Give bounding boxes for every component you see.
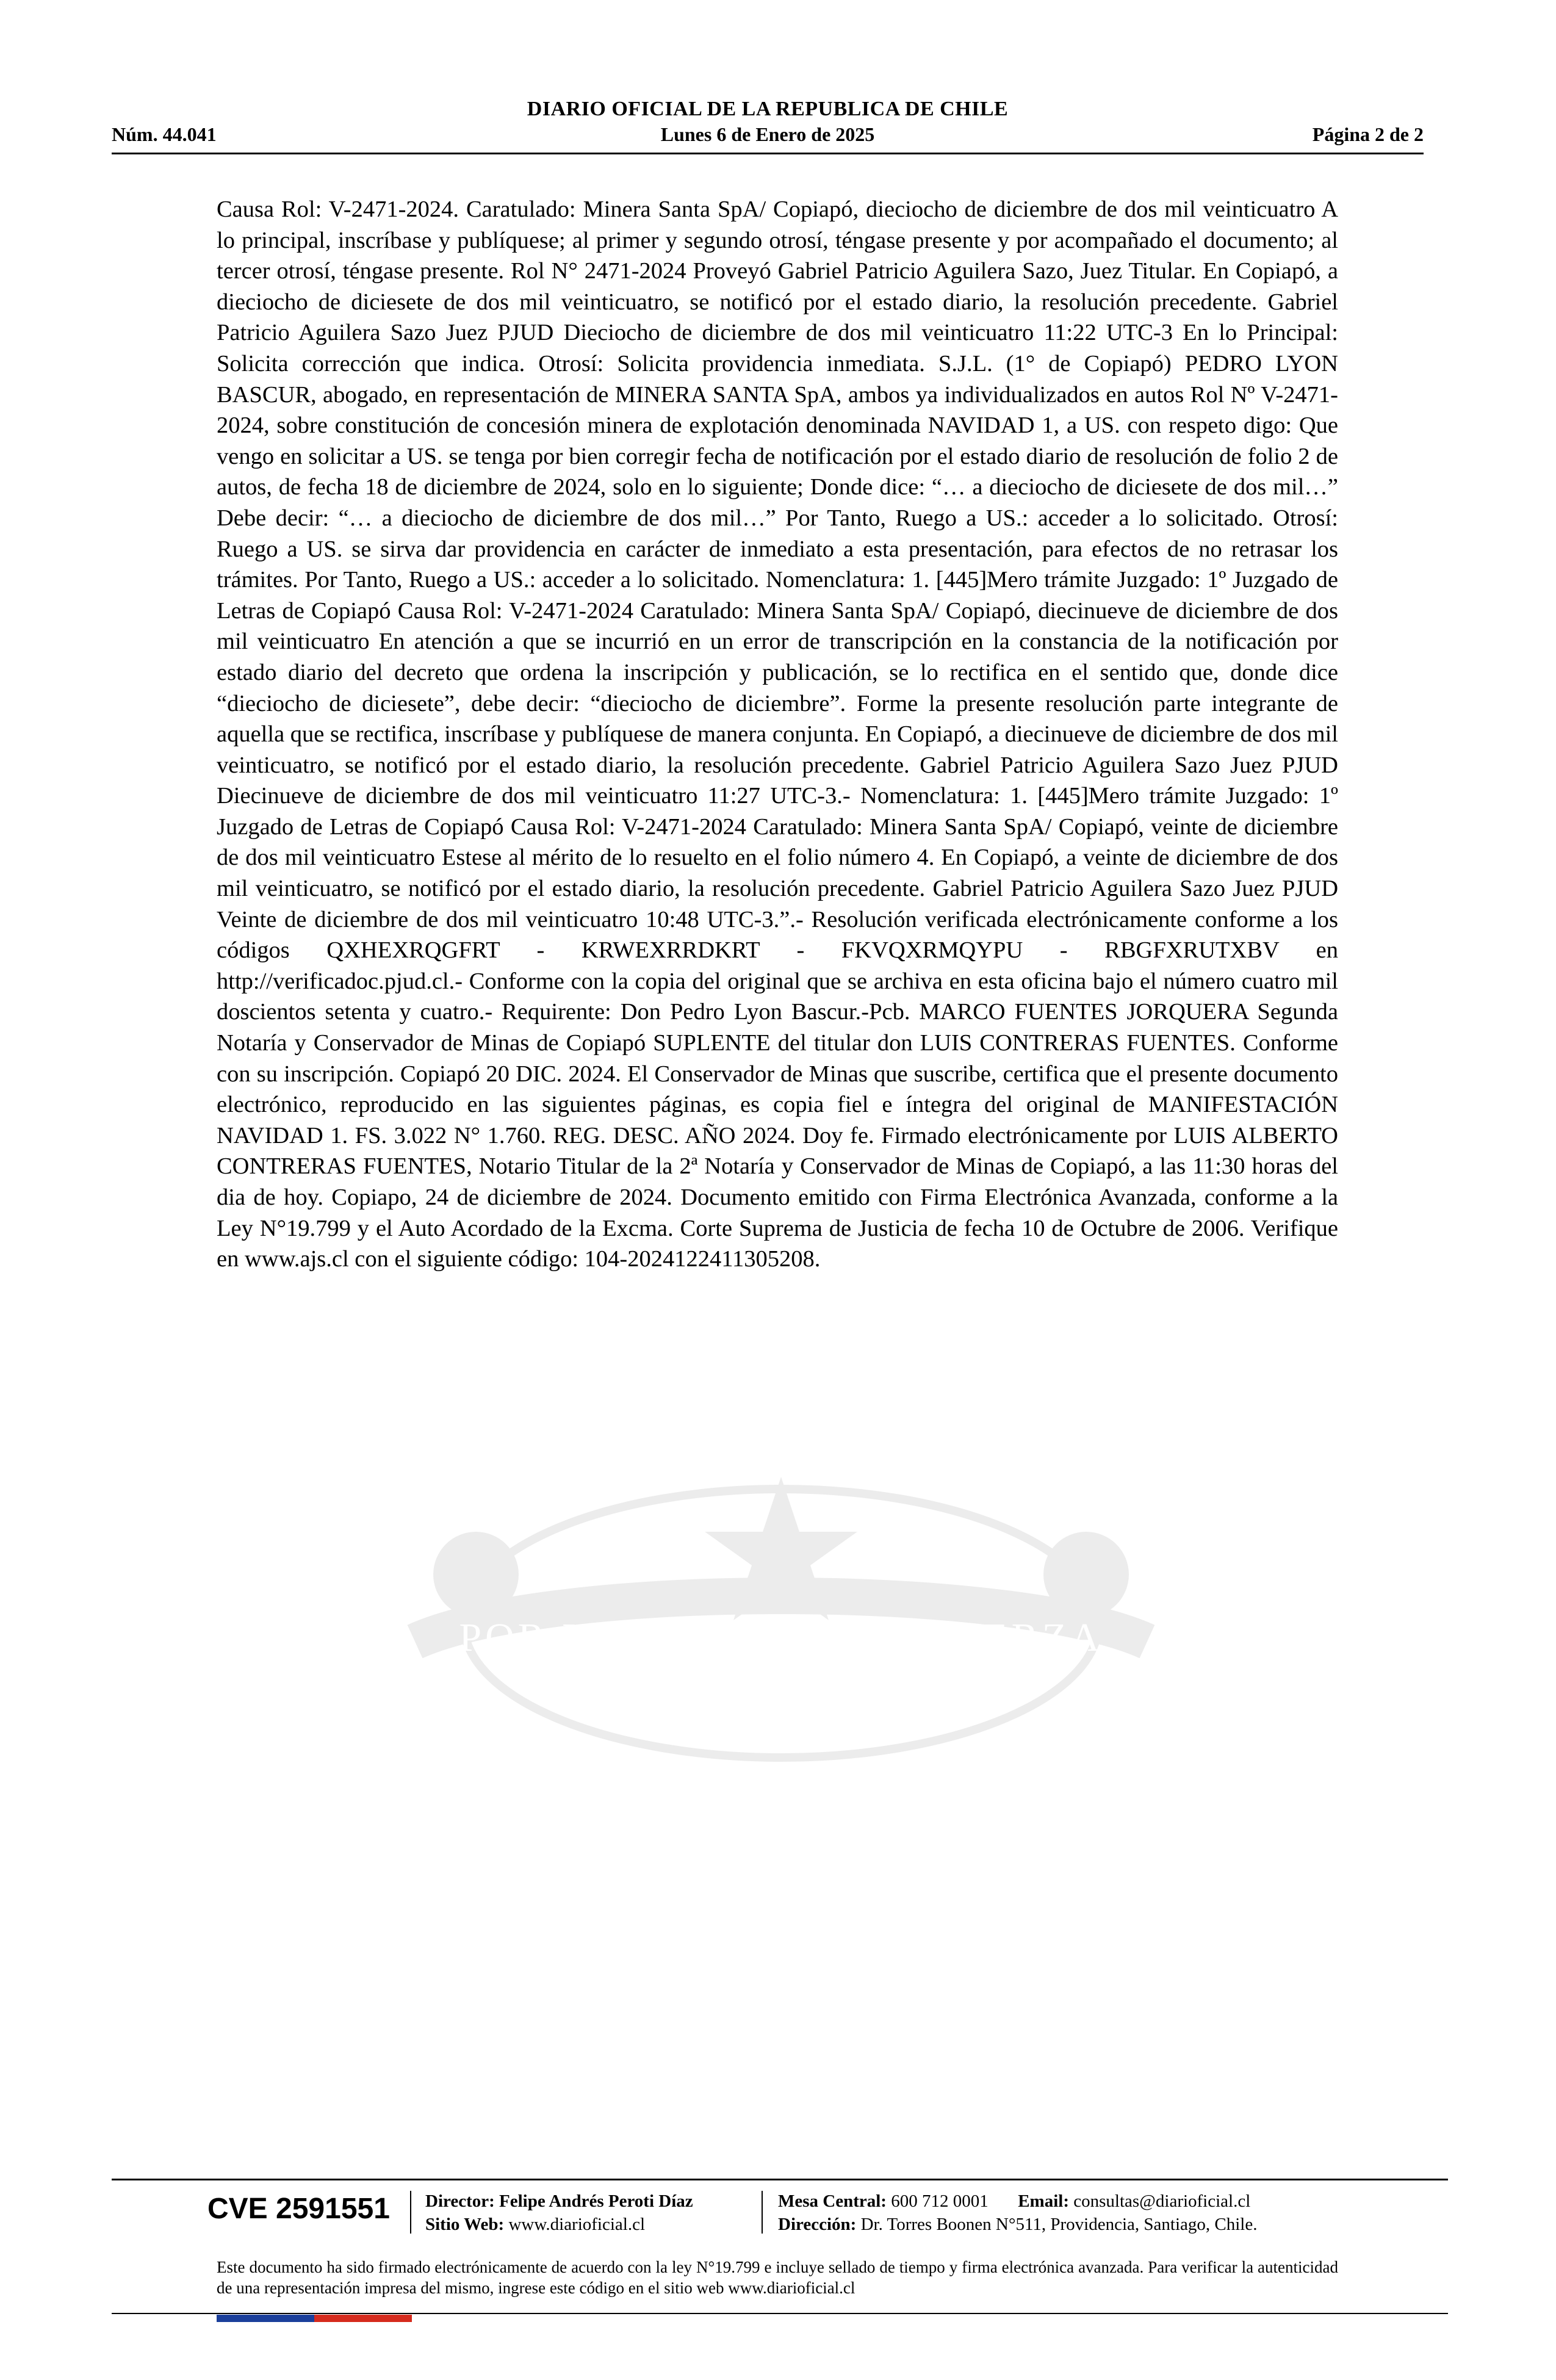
issue-date: Lunes 6 de Enero de 2025: [660, 123, 875, 145]
flag-red-band: [314, 2315, 412, 2322]
coat-of-arms-watermark: [293, 1440, 1269, 1782]
contact-info: [778, 2190, 1250, 2213]
address-value: Dr. Torres Boonen N°511, Providencia, Santiago, Chile.: [860, 2215, 1258, 2234]
director-label: Director:: [425, 2191, 495, 2211]
page-header: [112, 93, 1424, 154]
newspaper-title: DIARIO OFICIAL DE LA REPUBLICA DE CHILE: [527, 98, 1009, 120]
footer-separator: [410, 2191, 411, 2234]
website-info: [425, 2213, 645, 2236]
watermark-motto: POR LA RAZÓN O LA FUERZA: [459, 1615, 1103, 1660]
email-link[interactable]: consultas@diarioficial.cl: [1073, 2191, 1251, 2211]
issue-number: Núm. 44.041: [112, 123, 217, 145]
director-info: [425, 2190, 693, 2213]
signature-notice: Este documento ha sido firmado electrónicamente de acuerdo con la ley N°19.799 e incluye sellado de tiempo y firma electrónica avanzada. Para verificar la autenticidad de una representación impresa del mismo, ingrese este código en el sitio web www.diarioficial.cl: [217, 2258, 1338, 2297]
address-info: [778, 2213, 1257, 2236]
footer-separator: [762, 2191, 763, 2234]
flag-blue-band: [217, 2315, 314, 2322]
cve-code: CVE 2591551: [207, 2193, 390, 2225]
website-link[interactable]: www.diarioficial.cl: [508, 2215, 646, 2234]
publication-body: Causa Rol: V-2471-2024. Caratulado: Minera Santa SpA/ Copiapó, dieciocho de diciembre de dos mil veinticuatro A lo principal, inscríbase y publíquese; al primer y segundo otrosí, téngase presente y por acompañado el documento; al tercer otrosí, téngase presente. Rol N° 2471-2024 Proveyó Gabriel Patricio Aguilera Sazo, Juez Titular. En Copiapó, a dieciocho de diciesete de dos mil veinticuatro, se notificó por el estado diario, la resolución precedente. Gabriel Patricio Aguilera Sazo Juez PJUD Dieciocho de diciembre de dos mil veinticuatro 11:22 UTC-3 En lo Principal: Solicita corrección que indica. Otrosí: Solicita providencia inmediata. S.J.L. (1° de Copiapó) PEDRO LYON BASCUR, abogado, en representación de MINERA SANTA SpA, ambos ya individualizados en autos Rol Nº V-2471-2024, sobre constitución de concesión minera de explotación denominada NAVIDAD 1, a US. con respeto digo: Que vengo en solicitar a US. se tenga por bien corregir fecha de notificación por el estado diario de resolución de folio 2 de autos, de fecha 18 de diciembre de 2024, solo en lo siguiente; Donde dice: “… a dieciocho de diciesete de dos mil…” Debe decir: “… a dieciocho de diciembre de dos mil…” Por Tanto, Ruego a US.: acceder a lo solicitado. Otrosí: Ruego a US. se sirva dar providencia en carácter de inmediato a esta presentación, para efectos de no retrasar los trámites. Por Tanto, Ruego a US.: acceder a lo solicitado. Nomenclatura: 1. [445]Mero trámite Juzgado: 1º Juzgado de Letras de Copiapó Causa Rol: V-2471-2024 Caratulado: Minera Santa SpA/ Copiapó, diecinueve de diciembre de dos mil veinticuatro En atención a que se incurrió en un error de transcripción en la constancia de la notificación por estado diario del decreto que ordena la inscripción y publicación, se lo rectifica en el sentido que, donde dice “dieciocho de diciesete”, debe decir: “dieciocho de diciembre”. Forme la presente resolución parte integrante de aquella que se rectifica, inscríbase y publíquese de manera conjunta. En Copiapó, a diecinueve de diciembre de dos mil veinticuatro, se notificó por el estado diario, la resolución precedente. Gabriel Patricio Aguilera Sazo Juez PJUD Diecinueve de diciembre de dos mil veinticuatro 11:27 UTC-3.- Nomenclatura: 1. [445]Mero trámite Juzgado: 1º Juzgado de Letras de Copiapó Causa Rol: V-2471-2024 Caratulado: Minera Santa SpA/ Copiapó, veinte de diciembre de dos mil veinticuatro Estese al mérito de lo resuelto en el folio número 4. En Copiapó, a veinte de diciembre de dos mil veinticuatro, se notificó por el estado diario, la resolución precedente. Gabriel Patricio Aguilera Sazo Juez PJUD Veinte de diciembre de dos mil veinticuatro 10:48 UTC-3.”.- Resolución verificada electrónicamente conforme a los códigos QXHEXRQGFRT - KRWEXRRDKRT - FKVQXRMQYPU - RBGFXRUTXBV en http://verificadoc.pjud.cl.- Conforme con la copia del original que se archiva en esta oficina bajo el número cuatro mil doscientos setenta y cuatro.- Requirente: Don Pedro Lyon Bascur.-Pcb. MARCO FUENTES JORQUERA Segunda Notaría y Conservador de Minas de Copiapó SUPLENTE del titular don LUIS CONTRERAS FUENTES. Conforme con su inscripción. Copiapó 20 DIC. 2024. El Conservador de Minas que suscribe, certifica que el presente documento electrónico, reproducido en las siguientes páginas, es copia fiel e íntegra del original de MANIFESTACIÓN NAVIDAD 1. FS. 3.022 N° 1.760. REG. DESC. AÑO 2024. Doy fe. Firmado electrónicamente por LUIS ALBERTO CONTRERAS FUENTES, Notario Titular de la 2ª Notaría y Conservador de Minas de Copiapó, a las 11:30 horas del dia de hoy. Copiapo, 24 de diciembre de 2024. Documento emitido con Firma Electrónica Avanzada, conforme a la Ley N°19.799 y el Auto Acordado de la Excma. Corte Suprema de Justicia de fecha 10 de Octubre de 2006. Verifique en www.ajs.cl con el siguiente código: 104-2024122411305208.: [217, 197, 1338, 1272]
flag-stripe: [217, 2315, 412, 2322]
header-divider: [112, 153, 1424, 154]
website-label: Sitio Web:: [425, 2215, 505, 2234]
mesa-phone: 600 712 0001: [891, 2191, 989, 2211]
page-number: Página 2 de 2: [1312, 123, 1424, 145]
footer-divider-top: [112, 2179, 1448, 2180]
footer-divider-bottom: [112, 2313, 1448, 2314]
address-label: Dirección:: [778, 2215, 857, 2234]
director-name: Felipe Andrés Peroti Díaz: [499, 2191, 693, 2211]
mesa-label: Mesa Central:: [778, 2191, 887, 2211]
email-label: Email:: [1018, 2191, 1069, 2211]
